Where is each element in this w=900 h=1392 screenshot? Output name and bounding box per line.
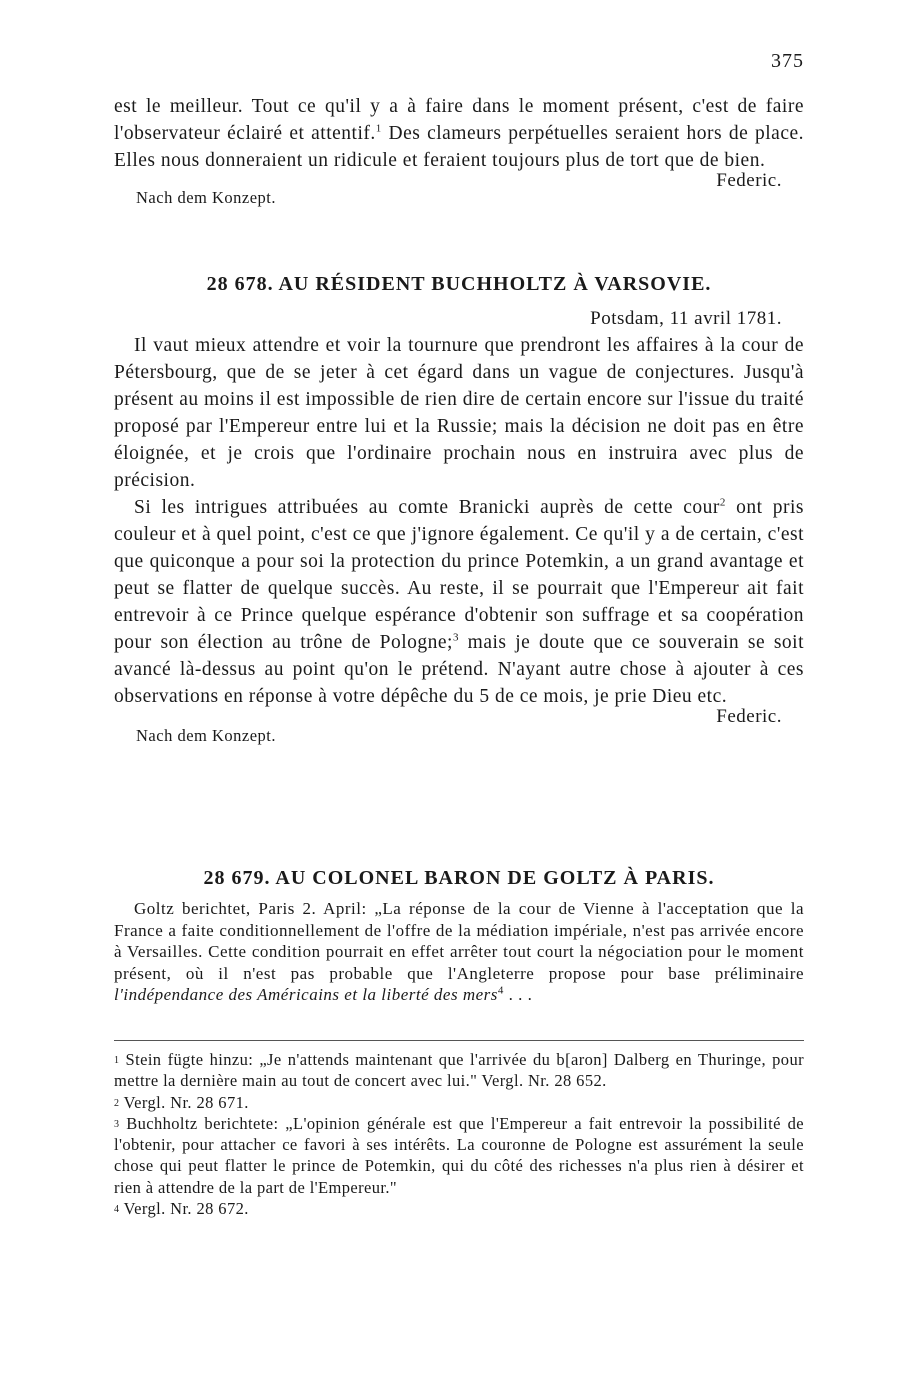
footnote-text: Buchholtz berichtete: „L'opinion générale est que l'Empereur a fait entrevoir la possibilité de l'obtenir, pour attacher ce favori à ses intérêts. La couronne de Pologne est assurément la seule chose qui peut flatter le prince de Potemkin, qui du côté des richesses n'a plus rien à désirer et rien à attendre de la part de l'Empereur." (114, 1113, 804, 1197)
signature: Federic. (716, 170, 782, 191)
footnote-mark: 4 (114, 1204, 120, 1216)
letter-28678 (114, 273, 804, 746)
footnote-ref-2: 2 (719, 496, 726, 509)
page-number: 375 (771, 50, 804, 72)
footnote-ref-1: 1 (375, 122, 382, 135)
source-note: Nach dem Konzept. (136, 726, 276, 745)
footnote-mark: 3 (114, 1118, 120, 1130)
place-date: Potsdam, 11 avril 1781. (590, 308, 782, 329)
continuation-text-1: est le meilleur. Tout ce qu'il y a à faire dans le moment présent, c'est de faire l'observateur éclairé et attentif. (114, 96, 804, 144)
letter-paragraph: Il vaut mieux attendre et voir la tournure que prendront les affaires à la cour de Pétersbourg, que de se jeter à cet égard dans un vague de conjectures. Jusqu'à présent au moins il est impossible de rien dire de certain encore sur l'issue du traité proposé par l'Empereur entre lui et la Russie; mais la décision ne doit pas en être éloignée, et je crois que l'ordinaire prochain nous en instruira avec plus de précision. (114, 335, 804, 491)
paragraph-text: Si les intrigues attribuées au comte Branicki auprès de cette cour (134, 497, 720, 518)
footnote-ref-3: 3 (452, 631, 459, 644)
paragraph-text: mais je doute que ce souverain se soit avancé là-dessus au point qu'on le prétend. N'ayant autre chose à ajouter à ces observations en réponse à votre dépêche du 5 de ce mois, je prie Dieu etc. (114, 632, 804, 707)
footnote-2 (114, 1092, 804, 1113)
footnote-1 (114, 1049, 804, 1092)
letter-heading: 28 678. AU RÉSIDENT BUCHHOLTZ À VARSOVIE. (206, 273, 712, 295)
continuation-paragraph (114, 93, 804, 174)
paragraph-text: ont pris couleur et à quel point, c'est ce que j'ignore également. Ce qu'il y a de certain, c'est que quiconque a pour soi la protection du prince Potemkin, a un grand avantage et peut se flatter de quelque succès. Au reste, il se pourrait que l'Empereur ait fait entrevoir à ce Prince quelque espérance d'obtenir son suffrage et sa coopération pour son élection au trône de Pologne; (114, 497, 804, 653)
letter-heading: 28 679. AU COLONEL BARON DE GOLTZ À PARIS. (203, 867, 715, 889)
letter-28679 (114, 867, 804, 1006)
report-italic-text: l'indépendance des Américains et la liberté des mers (114, 985, 498, 1004)
footnote-text: Vergl. Nr. 28 672. (123, 1199, 249, 1219)
report-paragraph (114, 898, 804, 1006)
footnote-ref-4: 4 (497, 984, 504, 997)
footnote-text: Vergl. Nr. 28 671. (123, 1092, 249, 1112)
report-text: Goltz berichtet, Paris 2. April: „La réponse de la cour de Vienne à l'acceptation que la France a faite conditionnellement de l'offre de la médiation impériale, n'est pas arrivée encore à Versailles. Cette condition pourrait en effet arrêter tout court la négociation pour le moment présent, où il n'est pas probable que l'Angleterre propose pour base préliminaire (114, 899, 804, 983)
continuation-text-2: Des clameurs perpétuelles seraient hors de place. Elles nous donneraient un ridicule et feraient toujours plus de tort que de bien. (114, 123, 804, 171)
letter-paragraph (114, 494, 804, 710)
footnote-divider (114, 1040, 804, 1041)
report-text: . . . (503, 985, 533, 1004)
source-note: Nach dem Konzept. (136, 188, 276, 207)
footnote-3 (114, 1113, 804, 1198)
continuation-section (114, 93, 804, 208)
footnote-mark: 2 (114, 1097, 120, 1109)
footnote-4 (114, 1198, 804, 1219)
footnotes-section (114, 1034, 804, 1219)
signature: Federic. (716, 706, 782, 727)
footnote-text: Stein fügte hinzu: „Je n'attends maintenant que l'arrivée du b[aron] Dalberg en Thuringe, pour mettre la dernière main au tout de concert avec lui." Vergl. Nr. 28 652. (114, 1050, 805, 1091)
footnote-mark: 1 (114, 1055, 120, 1066)
